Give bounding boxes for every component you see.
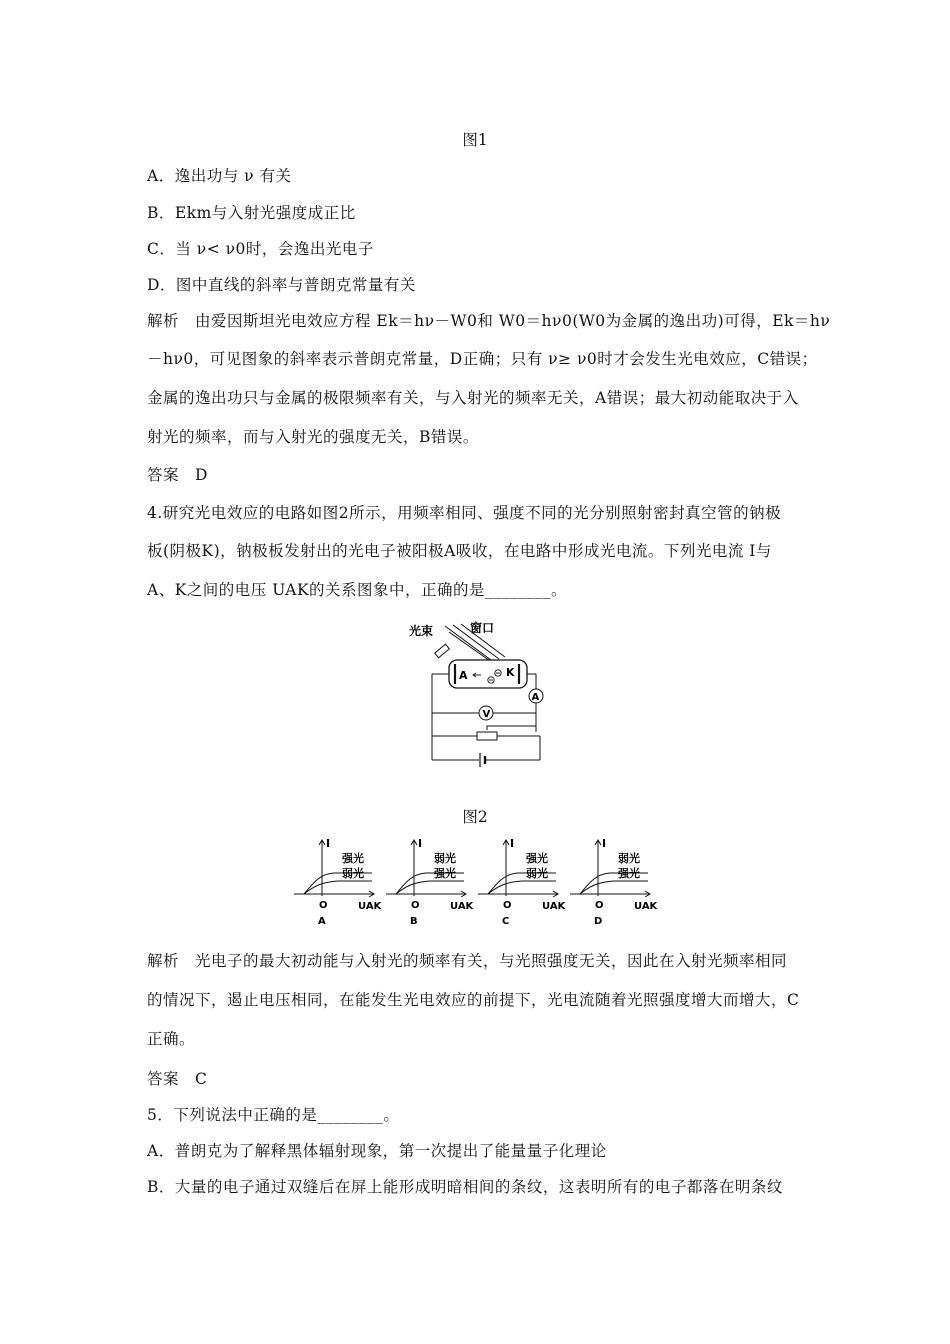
cathode-label: K (506, 666, 515, 679)
window-label: 窗口 (470, 621, 495, 635)
y-axis-label: I (418, 837, 423, 850)
iu-graph-options (292, 836, 662, 928)
iu-graph-a (294, 837, 383, 927)
q4-stem-line-3: A、K之间的电压 UAK的关系图象中，正确的是________。 (147, 581, 568, 599)
q3-option-a: A．逸出功与 ν 有关 (147, 167, 292, 185)
upper-curve-label: 强光 (526, 852, 548, 865)
window-slot (435, 644, 450, 658)
q3-option-b: B．Ekm与入射光强度成正比 (147, 204, 356, 222)
ammeter-label: A (531, 692, 540, 703)
q4-analysis-line-3: 正确。 (147, 1030, 196, 1048)
light-beam-label: 光束 (409, 624, 434, 638)
q3-analysis-line-2: －hν0，可见图象的斜率表示普朗克常量，D正确；只有 ν≥ ν0时才会发生光电效应，C错误； (147, 350, 818, 368)
iu-graph-d (570, 837, 659, 927)
origin-label: O (503, 900, 512, 911)
origin-label: O (595, 900, 604, 911)
voltmeter-label: V (482, 709, 491, 720)
lower-curve-label: 弱光 (526, 867, 548, 880)
lower-curve-label: 弱光 (342, 867, 364, 880)
iu-graph-b (386, 837, 475, 927)
x-axis-label: UAK (358, 901, 382, 912)
q4-answer: 答案 C (147, 1070, 208, 1088)
x-axis-label: UAK (634, 901, 658, 912)
q3-analysis-line-4: 射光的频率，而与入射光的强度无关，B错误。 (147, 428, 479, 446)
rheostat-slider (487, 726, 536, 732)
q3-analysis-line-1: 解析 由爱因斯坦光电效应方程 Ek＝hν－W0和 W0＝hν0(W0为金属的逸出功)可得，Ek＝hν (147, 312, 831, 330)
origin-label: O (319, 900, 328, 911)
x-axis-label: UAK (450, 901, 474, 912)
iu-graph-c (478, 837, 567, 927)
q4-analysis-line-1: 解析 光电子的最大初动能与入射光的频率有关，与光照强度无关，因此在入射光频率相同 (147, 952, 788, 970)
y-axis-label: I (602, 837, 607, 850)
y-axis-label: I (510, 837, 515, 850)
q4-stem-line-2: 板(阴极K)，钠极板发射出的光电子被阳极A吸收，在电路中形成光电流。下列光电流 I与 (147, 542, 772, 560)
option-letter: A (318, 916, 326, 927)
option-letter: D (594, 916, 603, 927)
upper-curve-label: 强光 (342, 852, 364, 865)
q5-option-a: A．普朗克为了解释黑体辐射现象，第一次提出了能量量子化理论 (147, 1142, 607, 1160)
q5-stem: 5．下列说法中正确的是________。 (147, 1106, 400, 1124)
q5-option-b: B．大量的电子通过双缝后在屏上能形成明暗相间的条纹，这表明所有的电子都落在明条纹 (147, 1178, 783, 1196)
q3-answer: 答案 D (147, 466, 208, 484)
upper-curve-label: 弱光 (618, 852, 640, 865)
option-letter: C (502, 916, 510, 927)
y-axis-label: I (326, 837, 331, 850)
figure-2-caption: 图2 (462, 808, 488, 826)
anode-label: A (459, 669, 468, 682)
lower-curve-label: 强光 (434, 867, 456, 880)
x-axis-label: UAK (542, 901, 566, 912)
q3-analysis-line-3: 金属的逸出功只与金属的极限频率有关，与入射光的频率无关，A错误；最大初动能取决于入 (147, 389, 799, 407)
figure-1-caption: 图1 (462, 131, 488, 149)
origin-label: O (411, 900, 420, 911)
q4-stem-line-1: 4.研究光电效应的电路如图2所示，用频率相同、强度不同的光分别照射密封真空管的钠极 (147, 504, 782, 522)
upper-curve-label: 弱光 (434, 852, 456, 865)
circuit-diagram (395, 618, 555, 773)
rheostat (477, 732, 497, 740)
lower-curve-label: 强光 (618, 867, 640, 880)
q4-analysis-line-2: 的情况下，遏止电压相同，在能发生光电效应的前提下，光电流随着光照强度增大而增大，C (147, 991, 800, 1009)
q3-option-c: C．当 ν< ν0时，会逸出光电子 (147, 240, 374, 258)
option-letter: B (410, 916, 418, 927)
q3-option-d: D．图中直线的斜率与普朗克常量有关 (147, 276, 416, 294)
